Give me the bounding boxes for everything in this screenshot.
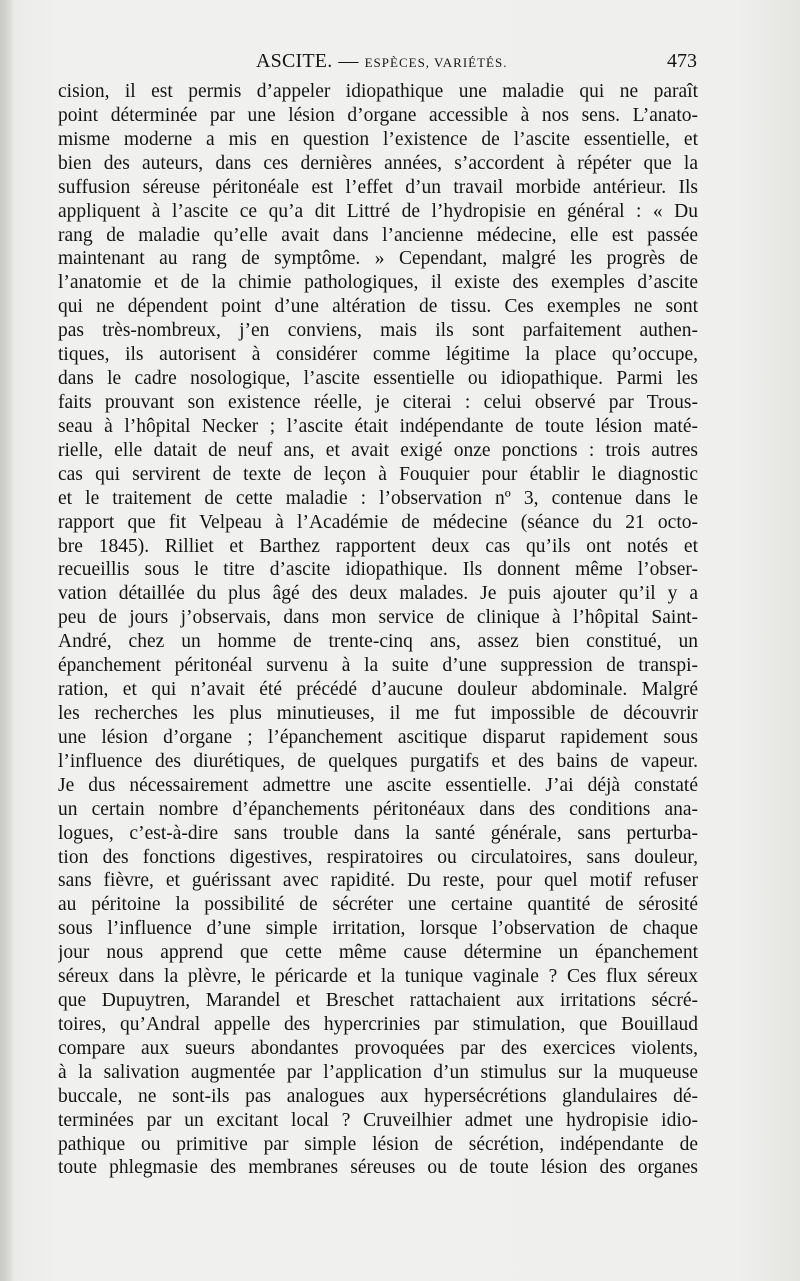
text-line: l’influence des diurétiques, de quelques purgatifs et des bains de vapeur. [58,750,698,772]
text-line: compare aux sueurs abondantes provoquées par des exercices violents, [58,1037,698,1059]
running-head-separator: — [338,50,359,72]
text-line: toires, qu’Andral appelle des hypercrinies par stimulation, que Bouillaud [58,1013,698,1035]
text-line: Je dus nécessairement admettre une ascite essentielle. J’ai déjà constaté [58,774,698,796]
text-line: l’anatomie et de la chimie pathologiques, il existe des exemples d’ascite [58,272,698,294]
text-line: ration, et qui n’avait été précédé d’aucune douleur abdominale. Malgré [58,679,698,701]
running-head [256,50,507,73]
text-line: jour nous apprend que cette même cause détermine un épanchement [58,942,698,964]
text-line: logues, c’est-à-dire sans trouble dans la santé générale, sans perturba- [58,822,698,844]
text-line: qui ne dépendent point d’une altération de tissu. Ces exemples ne sont [58,296,698,318]
text-line: et le traitement de cette maladie : l’observation nº 3, contenue dans le [58,487,698,509]
running-head-title: ASCITE. [256,50,333,72]
text-line: point déterminée par une lésion d’organe accessible à nos sens. L’anato- [58,104,698,126]
text-line: maintenant au rang de symptôme. » Cependant, malgré les progrès de [58,248,698,270]
text-line: une lésion d’organe ; l’épanchement ascitique disparut rapidement sous [58,726,698,748]
page-number: 473 [667,50,697,72]
text-line: cision, il est permis d’appeler idiopathique une maladie qui ne paraît [58,81,698,102]
text-line: terminées par un excitant local ? Cruveilhier admet une hydropisie idio- [58,1109,698,1131]
text-line: recueillis sous le titre d’ascite idiopathique. Ils donnent même l’obser- [58,559,698,581]
text-line: vation détaillée du plus âgé des deux malades. Je puis ajouter qu’il y a [58,583,698,605]
text-line: bre 1845). Rilliet et Barthez rapportent deux cas qu’ils ont notés et [58,535,698,557]
text-line: André, chez un homme de trente-cinq ans, assez bien constitué, un [58,631,698,653]
text-line: les recherches les plus minutieuses, il me fut impossible de découvrir [58,702,698,724]
text-line: rielle, elle datait de neuf ans, et avait exigé onze ponctions : trois autres [58,439,698,461]
text-line: que Dupuytren, Marandel et Breschet rattachaient aux irritations sécré- [58,990,698,1012]
text-line: faits prouvant son existence réelle, je citerai : celui observé par Trous- [58,391,698,413]
text-line: bien des auteurs, dans ces dernières années, s’accordent à répéter que la [58,152,698,174]
body-text [58,80,698,1180]
text-line: toute phlegmasie des membranes séreuses ou de toute lésion des organes [58,1157,698,1179]
text-line: sans fièvre, et guérissant avec rapidité. Du reste, pour quel motif refuser [58,870,698,892]
text-line: rapport que fit Velpeau à l’Académie de médecine (séance du 21 octo- [58,511,698,533]
text-line: épanchement péritonéal survenu à la suite d’une suppression de transpi- [58,655,698,677]
text-line: dans le cadre nosologique, l’ascite essentielle ou idiopathique. Parmi les [58,368,698,390]
text-line: pathique ou primitive par simple lésion de sécrétion, indépendante de [58,1133,698,1155]
text-line: au péritoine la possibilité de sécréter une certaine quantité de sérosité [58,894,698,916]
text-line: à la salivation augmentée par l’application d’un stimulus sur la muqueuse [58,1061,698,1083]
text-line: rang de maladie qu’elle avait dans l’ancienne médecine, elle est passée [58,224,698,246]
text-line: un certain nombre d’épanchements péritonéaux dans des conditions ana- [58,798,698,820]
text-line: seau à l’hôpital Necker ; l’ascite était indépendante de toute lésion maté- [58,415,698,437]
text-line: misme moderne a mis en question l’existence de l’ascite essentielle, et [58,128,698,150]
text-line: suffusion séreuse péritonéale est l’effet d’un travail morbide antérieur. Ils [58,176,698,198]
text-line: buccale, ne sont-ils pas analogues aux hypersécrétions glandulaires dé- [58,1085,698,1107]
text-line: tiques, ils autorisent à considérer comme légitime la place qu’occupe, [58,344,698,366]
running-head-subtitle: ESPÈCES, VARIÉTÉS. [364,55,508,70]
text-line: sous l’influence d’une simple irritation, lorsque l’observation de chaque [58,918,698,940]
page-header [0,44,800,74]
text-line: tion des fonctions digestives, respiratoires ou circulatoires, sans douleur, [58,846,698,868]
text-line: séreux dans la plèvre, le péricarde et la tunique vaginale ? Ces flux séreux [58,966,698,988]
text-line: pas très-nombreux, j’en conviens, mais ils sont parfaitement authen- [58,320,698,342]
text-line: cas qui servirent de texte de leçon à Fouquier pour établir le diagnostic [58,463,698,485]
text-line: peu de jours j’observais, dans mon service de clinique à l’hôpital Saint- [58,607,698,629]
gutter-shadow [0,0,14,1281]
text-line: appliquent à l’ascite ce qu’a dit Littré de l’hydropisie en général : « Du [58,200,698,222]
